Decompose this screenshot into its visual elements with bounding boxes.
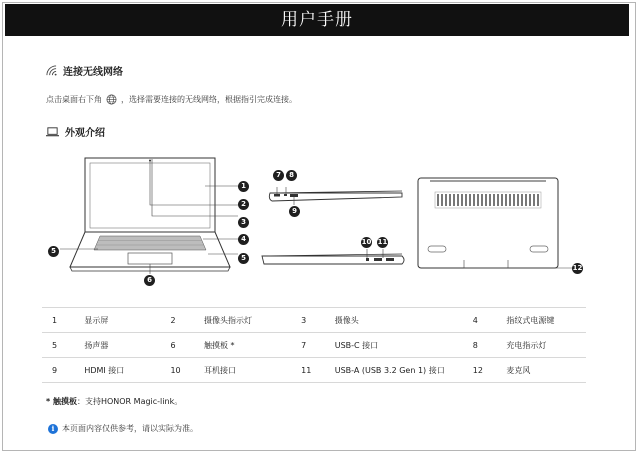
wifi-section-title: 连接无线网络	[63, 67, 123, 78]
laptop-bottom-illustration	[410, 170, 590, 280]
callout-1: 1	[238, 181, 249, 192]
callout-11: 11	[377, 238, 388, 246]
part-label: 摄像头指示灯	[194, 308, 291, 333]
callout-10: 10	[361, 238, 372, 246]
laptop-left-side-illustration	[262, 165, 412, 215]
part-number: 11	[291, 358, 325, 383]
wifi-icon	[46, 65, 57, 76]
info-icon: i	[48, 424, 58, 434]
part-label: 指纹式电源键	[496, 308, 586, 333]
callout-5-right: 5	[238, 253, 249, 264]
appearance-section-heading	[46, 124, 105, 139]
callout-12: 12	[572, 264, 583, 272]
callout-5-left: 5	[48, 246, 59, 257]
part-label: 扬声器	[74, 333, 160, 358]
page-title: 用户手册	[5, 4, 629, 36]
part-label: USB-A (USB 3.2 Gen 1) 接口	[325, 358, 463, 383]
globe-icon	[106, 94, 117, 105]
table-row	[42, 358, 586, 383]
part-number: 12	[463, 358, 497, 383]
part-number: 5	[42, 333, 74, 358]
part-label: 充电指示灯	[496, 333, 586, 358]
touchpad-footnote	[46, 396, 182, 407]
part-number: 1	[42, 308, 74, 333]
parts-table	[42, 307, 586, 383]
callout-2: 2	[238, 199, 249, 210]
callout-4: 4	[238, 234, 249, 245]
part-number: 7	[291, 333, 325, 358]
table-row	[42, 308, 586, 333]
footnote-term: * 触摸板	[46, 397, 77, 406]
part-number: 6	[160, 333, 194, 358]
part-label: 显示屏	[74, 308, 160, 333]
reference-note	[48, 423, 198, 434]
part-number: 9	[42, 358, 74, 383]
footnote-text: ：支持HONOR Magic-link。	[76, 397, 183, 406]
part-number: 3	[291, 308, 325, 333]
reference-note-text: 本页面内容仅供参考，请以实际为准。	[62, 424, 198, 433]
part-label: 麦克风	[496, 358, 586, 383]
part-number: 8	[463, 333, 497, 358]
wifi-instruction-before: 点击桌面右下角	[46, 95, 102, 104]
laptop-front-illustration	[40, 150, 260, 290]
part-label: HDMI 接口	[74, 358, 160, 383]
callout-7: 7	[273, 170, 284, 181]
part-number: 4	[463, 308, 497, 333]
part-label: 耳机接口	[194, 358, 291, 383]
callout-3: 3	[238, 217, 249, 228]
part-number: 10	[160, 358, 194, 383]
wifi-instruction-after: ，选择需要连接的无线网络，根据指引完成连接。	[121, 95, 297, 104]
vent-grille	[435, 192, 541, 208]
laptop-icon	[46, 127, 59, 137]
callout-6: 6	[144, 275, 155, 286]
part-label: 摄像头	[325, 308, 463, 333]
wifi-section-heading	[46, 63, 123, 78]
callout-9: 9	[289, 206, 300, 217]
appearance-section-title: 外观介绍	[65, 128, 105, 139]
callout-8: 8	[286, 170, 297, 181]
part-label: 触摸板 *	[194, 333, 291, 358]
table-row	[42, 333, 586, 358]
wifi-instruction	[46, 94, 297, 105]
part-label: USB-C 接口	[325, 333, 463, 358]
part-number: 2	[160, 308, 194, 333]
